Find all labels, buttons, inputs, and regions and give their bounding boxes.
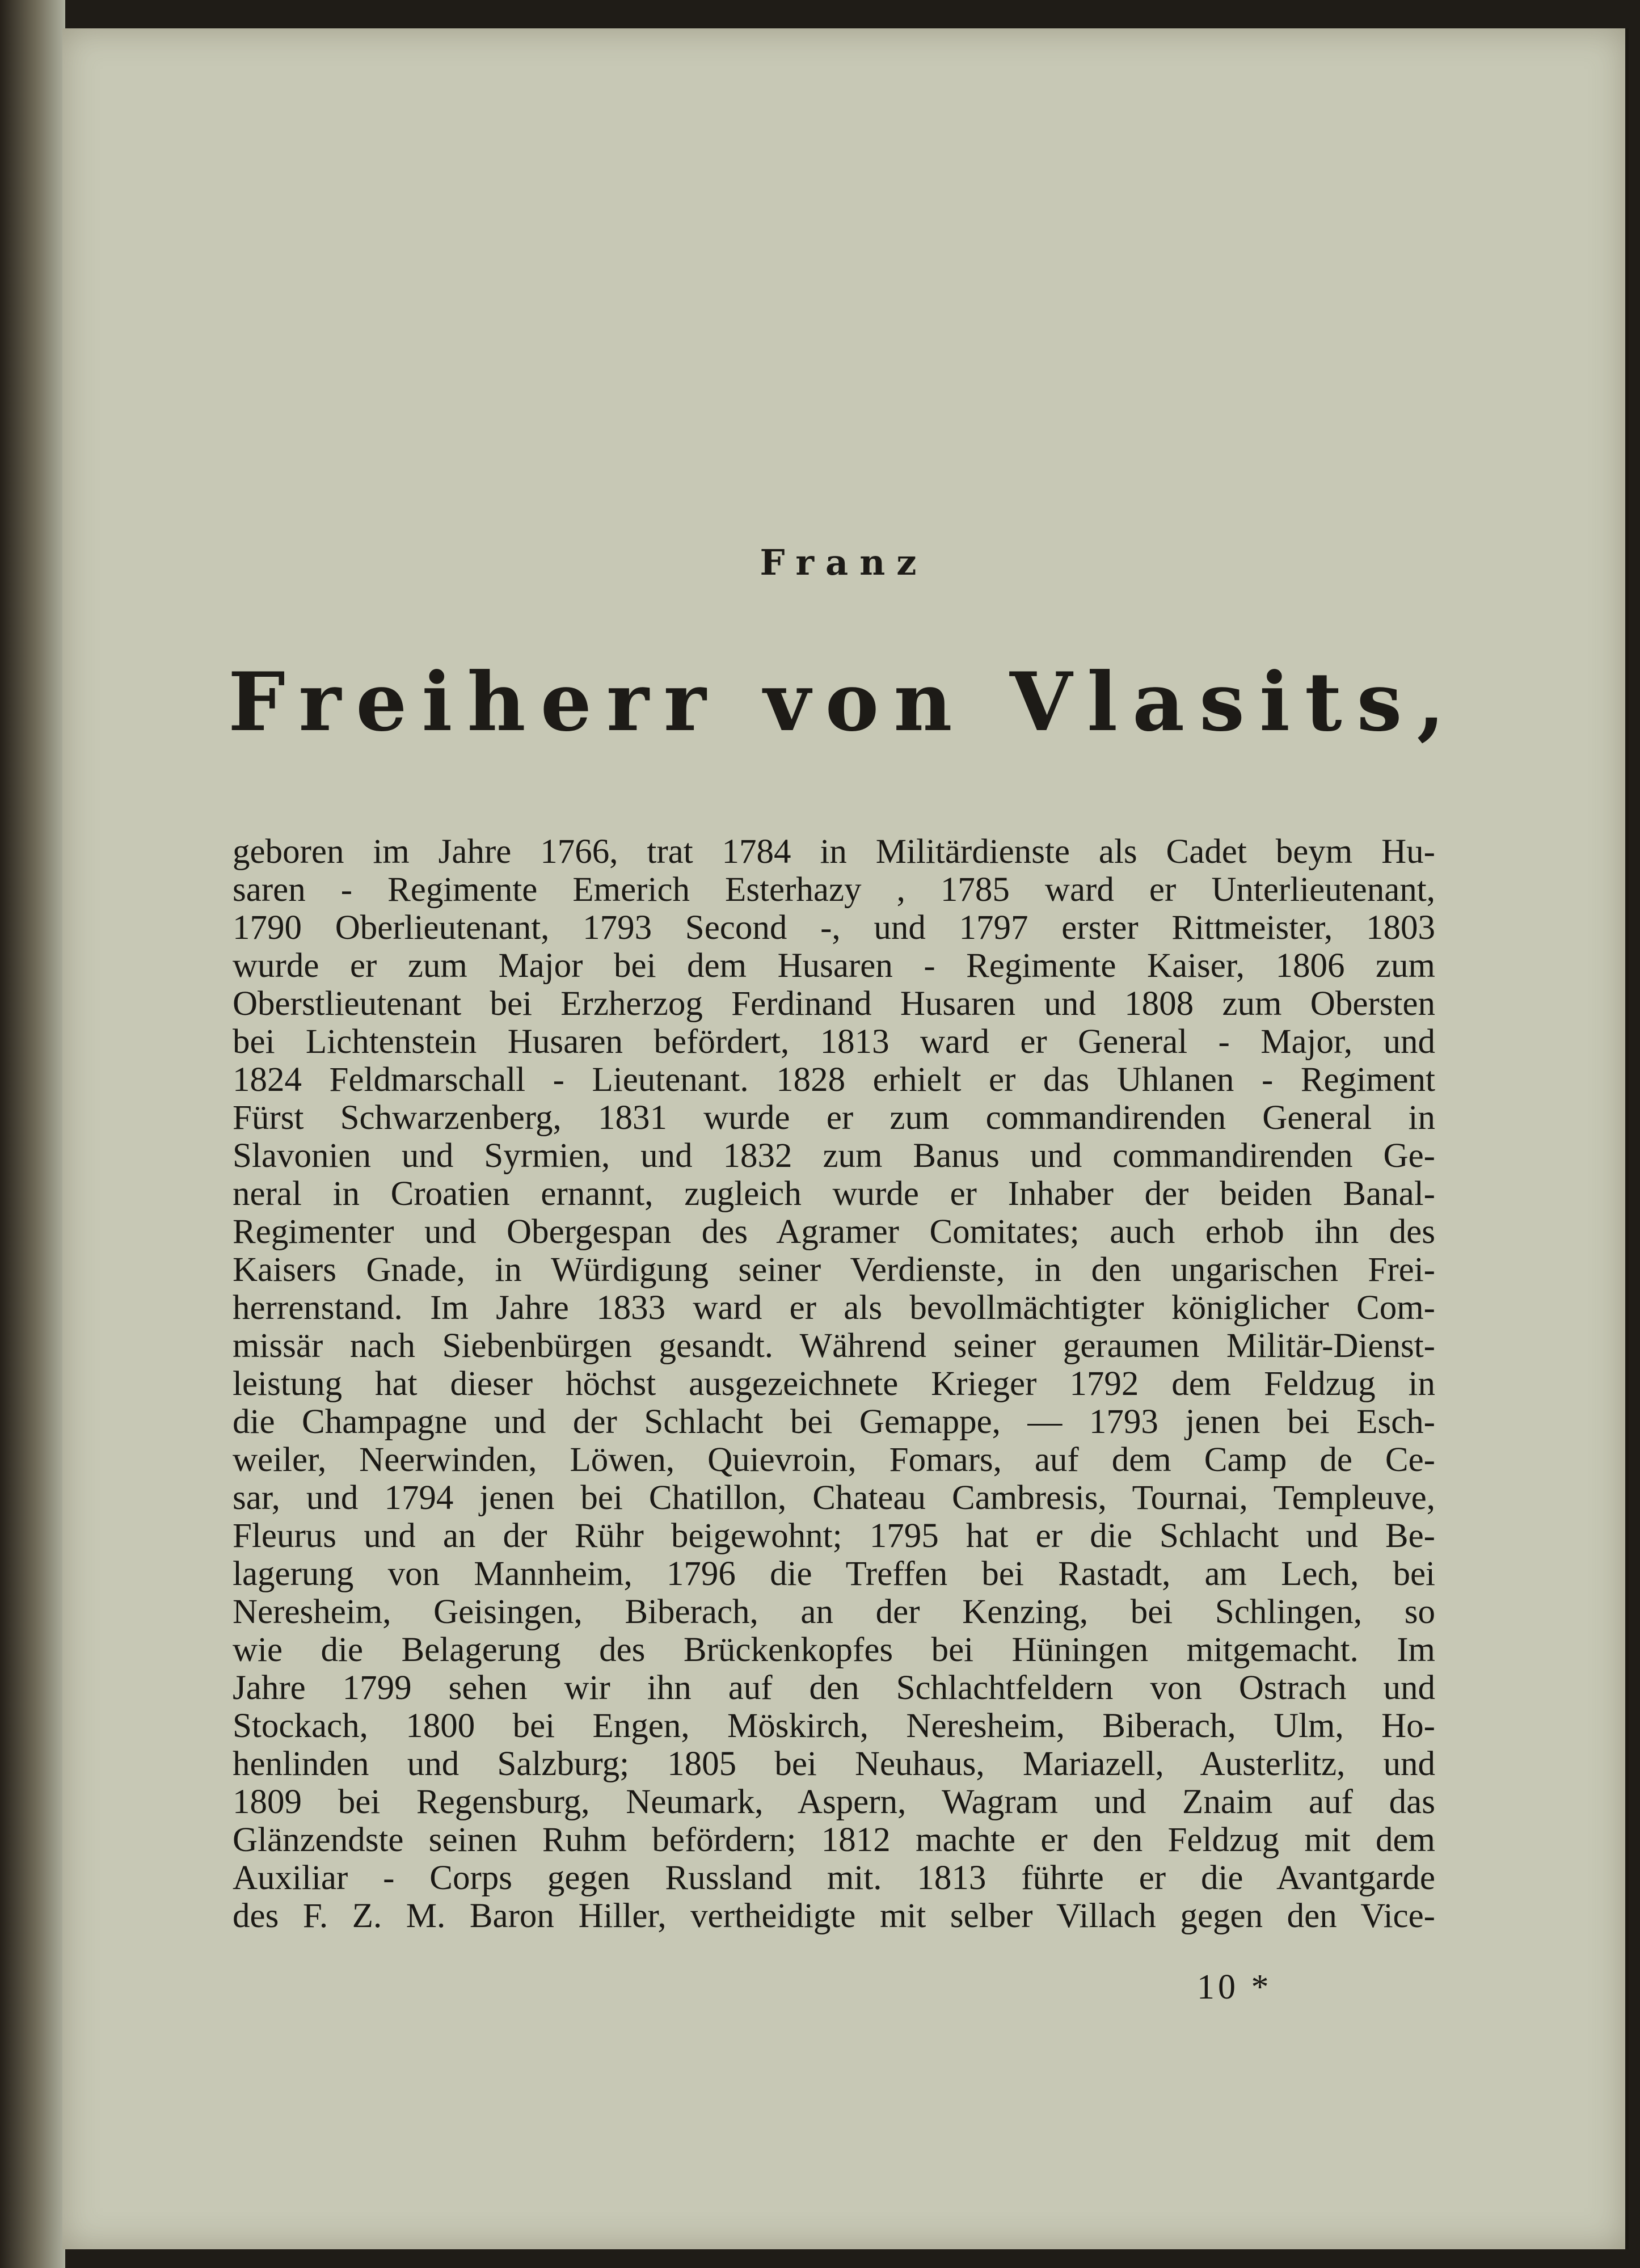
- text-line: missär nach Siebenbürgen gesandt. Während seiner geraumen Militär-Dienst-: [233, 1327, 1435, 1365]
- text-line: weiler, Neerwinden, Löwen, Quievroin, Fomars, auf dem Camp de Ce-: [233, 1441, 1435, 1479]
- text-line: wurde er zum Major bei dem Husaren - Regimente Kaiser, 1806 zum: [233, 947, 1435, 985]
- text-line: Jahre 1799 sehen wir ihn auf den Schlachtfeldern von Ostrach und: [233, 1669, 1435, 1707]
- text-line: Stockach, 1800 bei Engen, Möskirch, Neresheim, Biberach, Ulm, Ho-: [233, 1707, 1435, 1745]
- text-line: Glänzendste seinen Ruhm befördern; 1812 machte er den Feldzug mit dem: [233, 1821, 1435, 1859]
- text-line: 1824 Feldmarschall - Lieutenant. 1828 erhielt er das Uhlanen - Regiment: [233, 1061, 1435, 1099]
- text-line: Fürst Schwarzenberg, 1831 wurde er zum commandirenden General in: [233, 1099, 1435, 1137]
- text-line: neral in Croatien ernannt, zugleich wurde er Inhaber der beiden Banal-: [233, 1175, 1435, 1213]
- book-page: [62, 28, 1625, 2249]
- heading-title: Freiherr von Vlasits,: [228, 655, 1460, 749]
- text-line: lagerung von Mannheim, 1796 die Treffen bei Rastadt, am Lech, bei: [233, 1555, 1435, 1593]
- text-line: sar, und 1794 jenen bei Chatillon, Chateau Cambresis, Tournai, Templeuve,: [233, 1479, 1435, 1517]
- text-line: Regimenter und Obergespan des Agramer Comitates; auch erhob ihn des: [233, 1213, 1435, 1251]
- text-line: 1809 bei Regensburg, Neumark, Aspern, Wagram und Znaim auf das: [233, 1783, 1435, 1821]
- text-line: Kaisers Gnade, in Würdigung seiner Verdienste, in den ungarischen Frei-: [233, 1251, 1435, 1289]
- text-line: geboren im Jahre 1766, trat 1784 in Militärdienste als Cadet beym Hu-: [233, 833, 1435, 871]
- text-line: saren - Regimente Emerich Esterhazy , 1785 ward er Unterlieutenant,: [233, 871, 1435, 909]
- page-edge: [1625, 28, 1629, 2249]
- text-line: Oberstlieutenant bei Erzherzog Ferdinand Husaren und 1808 zum Obersten: [233, 985, 1435, 1023]
- text-line: Neresheim, Geisingen, Biberach, an der Kenzing, bei Schlingen, so: [233, 1593, 1435, 1631]
- heading-first-name: Franz: [760, 542, 928, 583]
- text-line: des F. Z. M. Baron Hiller, vertheidigte mit selber Villach gegen den Vice-: [233, 1897, 1435, 1935]
- text-line: bei Lichtenstein Husaren befördert, 1813 ward er General - Major, und: [233, 1023, 1435, 1061]
- text-line: herrenstand. Im Jahre 1833 ward er als bevollmächtigter königlicher Com-: [233, 1289, 1435, 1327]
- biography-text: [233, 833, 1435, 1935]
- page-signature: 10 *: [1197, 1968, 1272, 2006]
- text-line: leistung hat dieser höchst ausgezeichnete Krieger 1792 dem Feldzug in: [233, 1365, 1435, 1403]
- text-line: henlinden und Salzburg; 1805 bei Neuhaus, Mariazell, Austerlitz, und: [233, 1745, 1435, 1783]
- book-spine-gutter: [0, 0, 65, 2268]
- text-line: Fleurus und an der Rühr beigewohnt; 1795 hat er die Schlacht und Be-: [233, 1517, 1435, 1555]
- text-line: die Champagne und der Schlacht bei Gemappe, — 1793 jenen bei Esch-: [233, 1403, 1435, 1441]
- text-line: wie die Belagerung des Brückenkopfes bei Hüningen mitgemacht. Im: [233, 1631, 1435, 1669]
- text-line: Slavonien und Syrmien, und 1832 zum Banus und commandirenden Ge-: [233, 1137, 1435, 1175]
- text-line: 1790 Oberlieutenant, 1793 Second -, und 1797 erster Rittmeister, 1803: [233, 909, 1435, 947]
- text-line: Auxiliar - Corps gegen Russland mit. 1813 führte er die Avantgarde: [233, 1859, 1435, 1897]
